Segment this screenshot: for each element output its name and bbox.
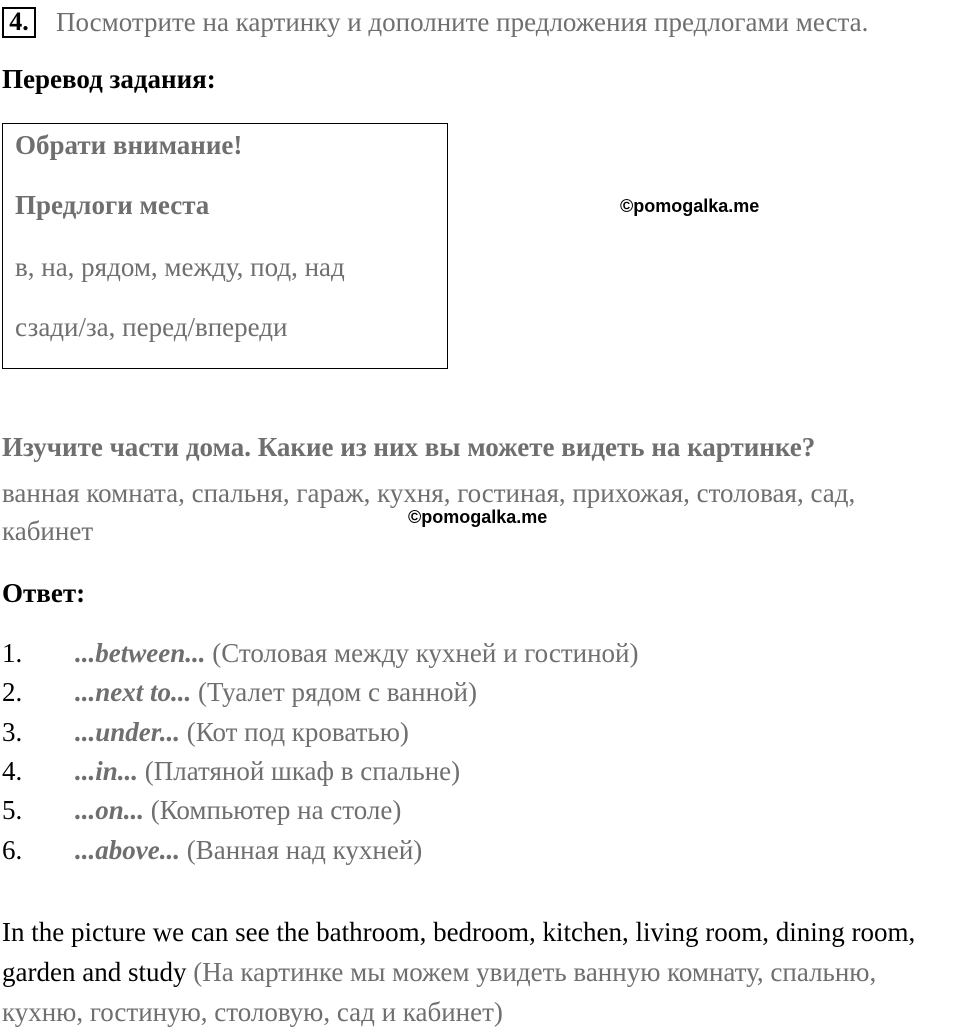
answer-english: ...above... [75,835,180,865]
final-english: In the picture we can see the bathroom, bedroom, kitchen, living room, dining room, garden and study [2,917,916,987]
answer-english: ...next to... [75,677,192,707]
answer-english: ...in... [75,756,139,786]
answer-english: ...under... [75,717,181,747]
answer-english: ...between... [75,638,206,668]
answer-russian: (Компьютер на столе) [144,795,402,825]
final-paragraph [2,912,952,1032]
house-parts-list-line-2: кабинет [2,516,94,546]
watermark: ©pomogalka.me [620,196,760,216]
translation-heading: Перевод задания: [2,64,216,94]
task-instruction: Посмотрите на картинку и дополните предложения предлогами места. [56,6,869,37]
notice-box [2,123,448,369]
watermark: ©pomogalka.me [408,507,548,527]
answer-english: ...on... [75,795,145,825]
task-header [0,4,868,40]
house-parts-list-line-1: ванная комната, спальня, гараж, кухня, гостиная, прихожая, столовая, сад, [2,478,856,508]
answer-number: 2. [2,677,23,707]
answer-number: 6. [2,835,23,865]
notice-line-1: в, на, рядом, между, под, над [15,252,345,282]
answer-number: 5. [2,795,23,825]
answer-number: 4. [2,756,23,786]
answer-russian: (Туалет рядом с ванной) [191,677,477,707]
house-parts-question: Изучите части дома. Какие из них вы можете видеть на картинке? [2,432,816,462]
answer-number: 3. [2,717,23,747]
answer-russian: (Платяной шкаф в спальне) [138,756,461,786]
final-russian: (На картинке мы можем увидеть ванную комнату, спальню, кухню, гостиную, столовую, сад и кабинет) [2,957,877,1027]
notice-subtitle: Предлоги места [15,190,210,220]
answer-russian: (Кот под кроватью) [180,717,409,747]
task-number: 4. [2,7,36,38]
notice-title: Обрати внимание! [15,130,243,160]
notice-line-2: сзади/за, перед/впереди [15,312,288,342]
answer-russian: (Ванная над кухней) [179,835,423,865]
answer-number: 1. [2,638,23,668]
answer-russian: (Столовая между кухней и гостиной) [205,638,639,668]
answer-heading: Ответ: [2,578,86,608]
